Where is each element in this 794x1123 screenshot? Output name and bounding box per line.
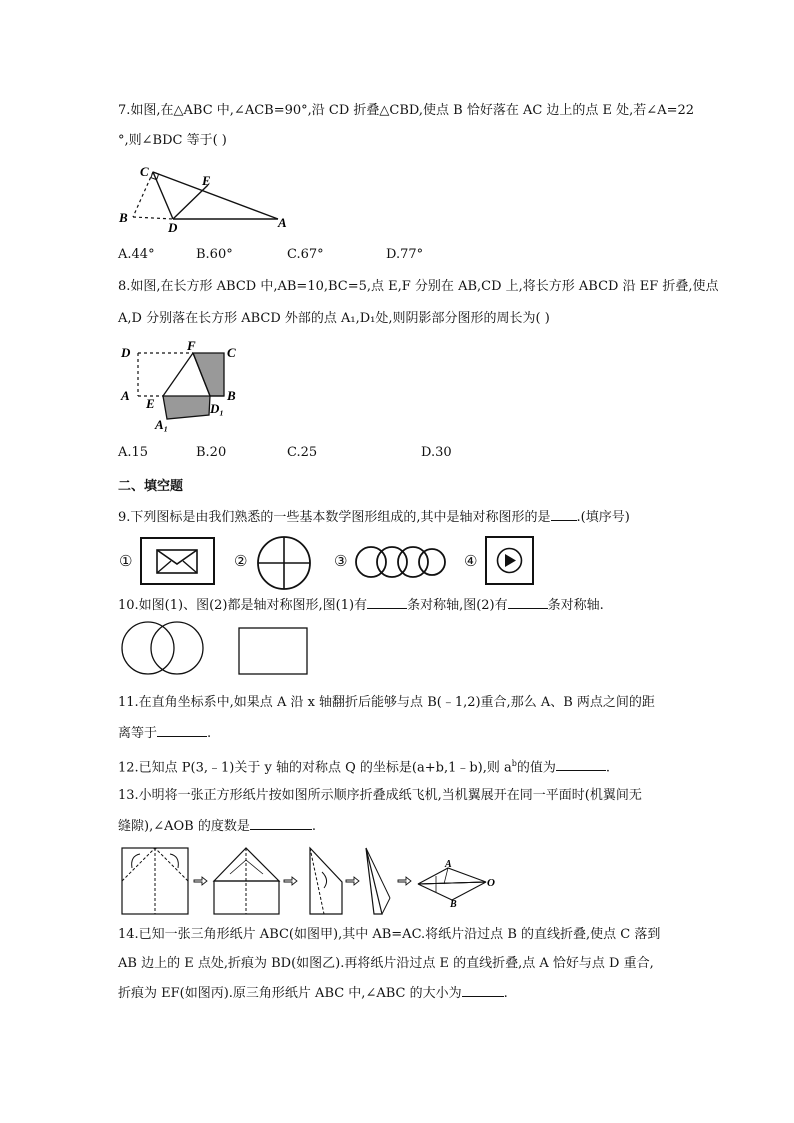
q7-label-b: B	[119, 210, 128, 225]
q13-text-before: 缝隙),∠AOB 的度数是	[118, 819, 250, 834]
q8-label-e: E	[146, 396, 155, 411]
q8-label-a1: A₁	[155, 417, 169, 432]
q9-text	[118, 508, 630, 527]
circle-cross-icon	[256, 535, 312, 591]
q13-label-o: O	[487, 877, 495, 889]
q13-line2	[118, 817, 316, 836]
q12-text-before: 12.已知点 P(3,﹣1)关于 y 轴的对称点 Q 的坐标是(a+b,1﹣b),则 a	[118, 760, 512, 776]
q10-answer-blank-2[interactable]	[508, 596, 548, 609]
q7-figure	[118, 164, 298, 234]
q11-text-after: .	[207, 726, 212, 741]
q13-label-b: B	[450, 899, 457, 910]
q12-text-after: 的值为	[516, 760, 556, 776]
q7-label-e: E	[202, 173, 211, 188]
q13-text-after: .	[311, 819, 316, 834]
q14-line2: AB 边上的 E 点处,折痕为 BD(如图乙).再将纸片沿过点 E 的直线折叠,点 A 恰好与点 D 重合,	[118, 956, 654, 971]
q12-answer-blank[interactable]	[556, 758, 606, 771]
q10-figure-1-two-circles	[118, 621, 208, 677]
q14-text-after: .	[503, 986, 508, 1001]
q9-marker-4: ④	[464, 552, 478, 570]
q8-label-b: B	[227, 388, 236, 403]
q12-superscript: b	[511, 759, 517, 768]
q9-text-after: .(填序号)	[576, 510, 630, 525]
q13-label-a: A	[445, 859, 452, 870]
q9-answer-blank[interactable]	[551, 508, 577, 521]
q8-label-d: D	[121, 345, 131, 360]
arrow-right-icon	[194, 877, 207, 885]
q7-line2: °,则∠BDC 等于( )	[118, 133, 227, 148]
q13-step-1	[122, 848, 188, 914]
q13-step-3	[310, 848, 342, 914]
q14-line3	[118, 984, 508, 1003]
q8-label-f: F	[187, 338, 196, 353]
q8-option-d: D.30	[421, 445, 452, 460]
q8-line2: A,D 分别落在长方形 ABCD 外部的点 A₁,D₁处,则阴影部分图形的周长为( )	[118, 311, 550, 326]
arrow-right-icon	[398, 877, 411, 885]
q7-line1: 7.如图,在△ABC 中,∠ACB=90°,沿 CD 折叠△CBD,使点 B 恰好落在 AC 边上的点 E 处,若∠A=22	[118, 103, 695, 118]
q8-label-d1: D₁	[210, 401, 224, 416]
q8-option-c: C.25	[287, 445, 318, 460]
arrow-right-icon	[346, 877, 359, 885]
q10-text-a: 10.如图(1)、图(2)都是轴对称图形,图(1)有	[118, 598, 368, 613]
q12-text	[118, 755, 610, 777]
q13-answer-blank[interactable]	[250, 817, 312, 830]
q11-line2	[118, 724, 211, 743]
q8-option-b: B.20	[196, 445, 227, 460]
q8-option-a: A.15	[118, 445, 149, 460]
q11-text-before: 离等于	[118, 726, 158, 741]
q9-text-before: 9.下列图标是由我们熟悉的一些基本数学图形组成的,其中是轴对称图形的是	[118, 510, 551, 525]
olympic-rings-icon	[354, 544, 446, 580]
q8-figure	[118, 340, 258, 430]
q10-text	[118, 596, 604, 615]
q11-line1: 11.在直角坐标系中,如果点 A 沿 x 轴翻折后能够与点 B(﹣1,2)重合,那么 A、B 两点之间的距	[118, 695, 655, 710]
q14-answer-blank[interactable]	[462, 984, 504, 997]
q10-answer-blank-1[interactable]	[367, 596, 407, 609]
q13-paper-plane	[418, 859, 495, 910]
q9-marker-3: ③	[334, 552, 348, 570]
q10-text-c: 条对称轴.	[547, 598, 604, 613]
arrow-right-icon	[284, 877, 297, 885]
q7-label-d: D	[168, 220, 178, 235]
q7-option-d: D.77°	[386, 247, 424, 262]
q12-end: .	[605, 760, 611, 776]
q10-figure-2-rectangle	[238, 627, 310, 677]
q10-text-b: 条对称轴,图(2)有	[407, 598, 508, 613]
play-button-icon	[485, 536, 535, 586]
q7-option-a: A.44°	[118, 247, 155, 262]
q14-line1: 14.已知一张三角形纸片 ABC(如图甲),其中 AB=AC.将纸片沿过点 B 的直线折叠,使点 C 落到	[118, 927, 661, 942]
q13-step-4	[366, 848, 390, 914]
q9-marker-1: ①	[119, 552, 133, 570]
section-title-fill-in: 二、填空题	[118, 479, 184, 494]
q14-text-before: 折痕为 EF(如图丙).原三角形纸片 ABC 中,∠ABC 的大小为	[118, 986, 462, 1001]
q7-option-c: C.67°	[287, 247, 324, 262]
q7-option-b: B.60°	[196, 247, 233, 262]
q11-answer-blank[interactable]	[157, 724, 207, 737]
q8-line1: 8.如图,在长方形 ABCD 中,AB=10,BC=5,点 E,F 分别在 AB,CD 上,将长方形 ABCD 沿 EF 折叠,使点	[118, 279, 719, 294]
q8-label-a: A	[121, 388, 130, 403]
q13-paper-plane-sequence	[118, 846, 508, 918]
q9-marker-2: ②	[234, 552, 248, 570]
q13-step-2	[214, 848, 279, 914]
q7-label-c: C	[140, 164, 149, 179]
q8-label-c: C	[227, 345, 236, 360]
q7-label-a: A	[278, 215, 287, 230]
envelope-icon	[140, 537, 216, 587]
q13-line1: 13.小明将一张正方形纸片按如图所示顺序折叠成纸飞机,当机翼展开在同一平面时(机翼间无	[118, 788, 642, 803]
